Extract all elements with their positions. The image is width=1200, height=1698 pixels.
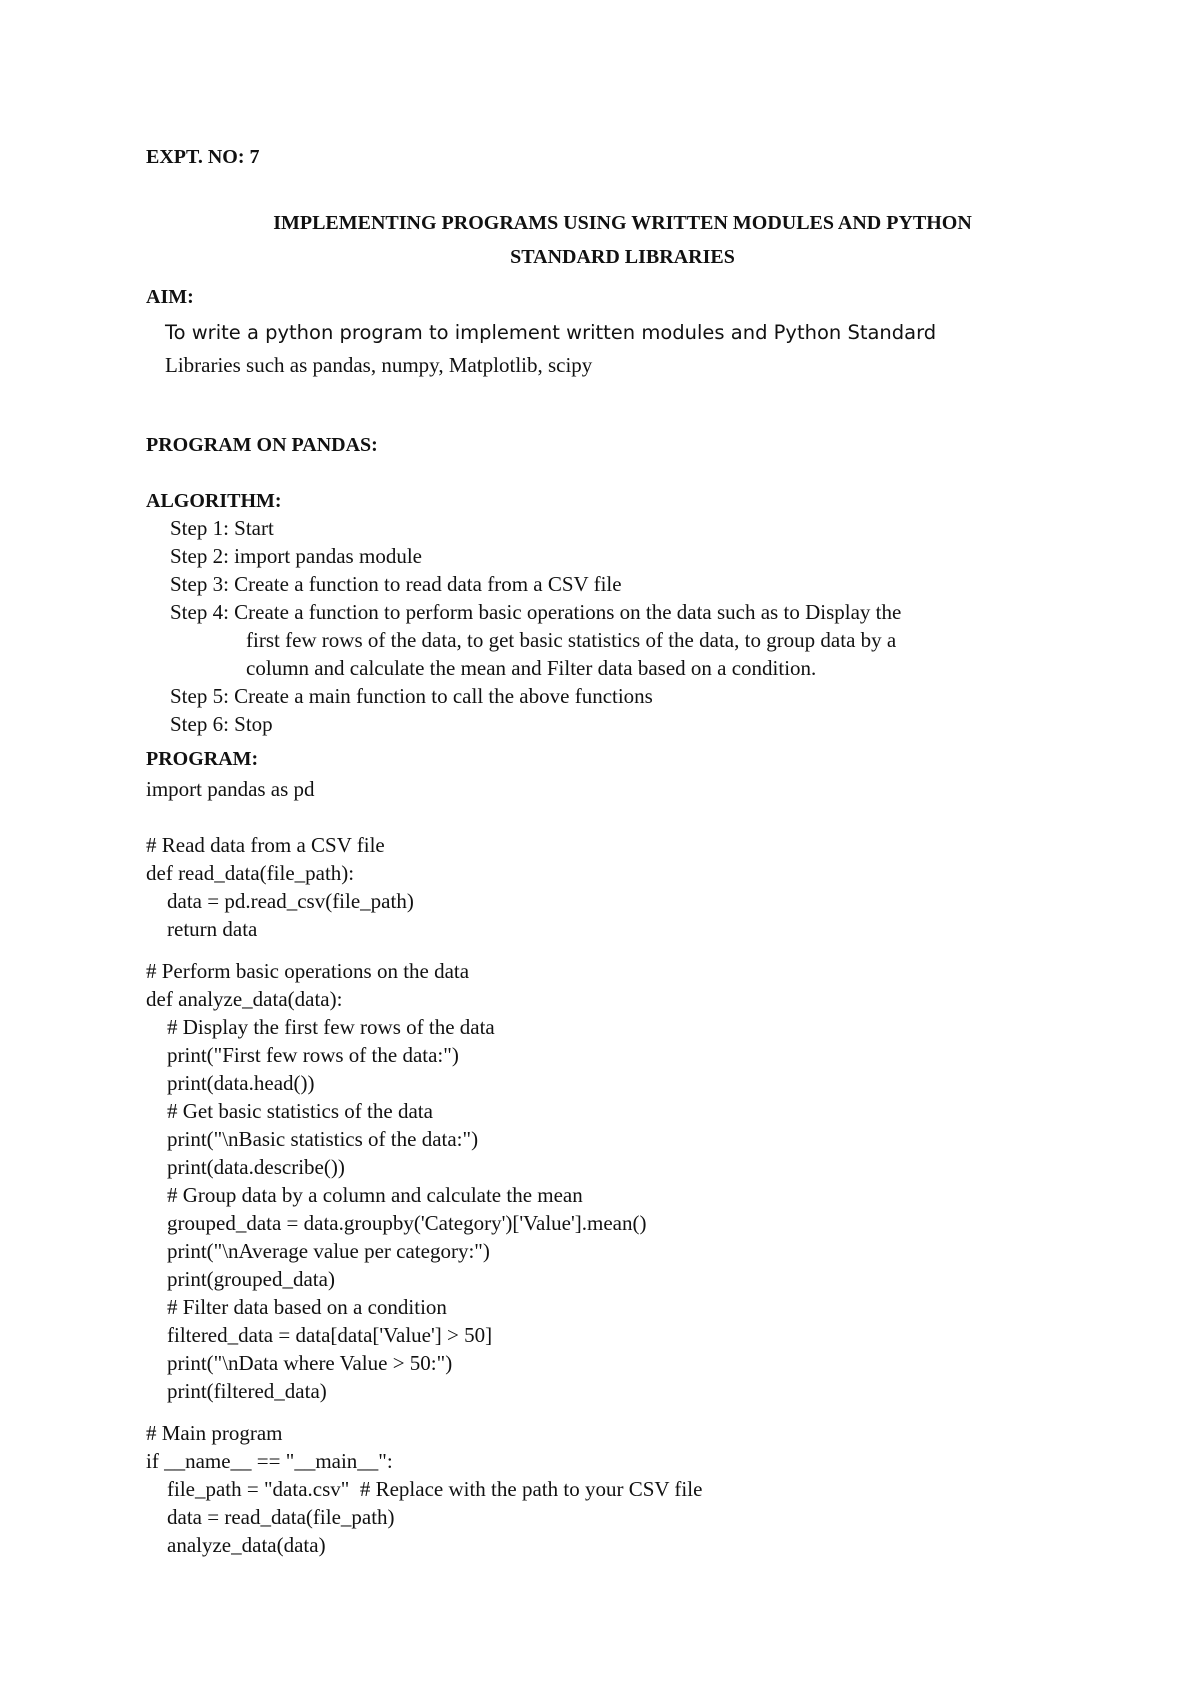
code-line: # Perform basic operations on the data <box>146 959 470 983</box>
aim-text-line-2: Libraries such as pandas, numpy, Matplotlib, scipy <box>165 353 593 377</box>
code-line: print(data.describe()) <box>146 1155 345 1179</box>
algorithm-step: Step 5: Create a main function to call the above functions <box>170 684 653 708</box>
algorithm-step-continuation: first few rows of the data, to get basic statistics of the data, to group data by a <box>246 628 897 652</box>
code-line: # Group data by a column and calculate the mean <box>146 1183 583 1207</box>
aim-text-line-1: To write a python program to implement written modules and Python Standard <box>165 321 937 344</box>
document-title-line-1: IMPLEMENTING PROGRAMS USING WRITTEN MODULES AND PYTHON <box>273 212 972 234</box>
code-line: data = read_data(file_path) <box>146 1505 395 1529</box>
algorithm-step-continuation: column and calculate the mean and Filter data based on a condition. <box>246 656 817 680</box>
code-line: def read_data(file_path): <box>146 861 355 885</box>
algorithm-step: Step 6: Stop <box>170 712 273 736</box>
experiment-number: EXPT. NO: 7 <box>146 146 260 168</box>
code-line: print(data.head()) <box>146 1071 315 1095</box>
code-line: def analyze_data(data): <box>146 987 343 1011</box>
code-line: data = pd.read_csv(file_path) <box>146 889 414 913</box>
code-line: # Display the first few rows of the data <box>146 1015 495 1039</box>
code-line: filtered_data = data[data['Value'] > 50] <box>146 1323 493 1347</box>
algorithm-step: Step 4: Create a function to perform basic operations on the data such as to Display the <box>170 600 902 624</box>
algorithm-label: ALGORITHM: <box>146 490 282 512</box>
code-line: print(filtered_data) <box>146 1379 327 1403</box>
document-title-line-2: STANDARD LIBRARIES <box>510 246 735 268</box>
code-line: import pandas as pd <box>146 777 315 801</box>
code-line: # Filter data based on a condition <box>146 1295 447 1319</box>
aim-label: AIM: <box>146 286 194 308</box>
code-line: print("First few rows of the data:") <box>146 1043 459 1067</box>
program-heading: PROGRAM ON PANDAS: <box>146 434 378 456</box>
algorithm-step: Step 1: Start <box>170 516 274 540</box>
code-line: # Get basic statistics of the data <box>146 1099 433 1123</box>
program-label: PROGRAM: <box>146 748 259 770</box>
code-line: analyze_data(data) <box>146 1533 326 1557</box>
program-code <box>146 775 1146 1559</box>
code-line: return data <box>146 917 258 941</box>
code-line: print(grouped_data) <box>146 1267 335 1291</box>
code-line: file_path = "data.csv" # Replace with the path to your CSV file <box>146 1477 703 1501</box>
code-line: # Main program <box>146 1421 283 1445</box>
code-line: print("\nData where Value > 50:") <box>146 1351 453 1375</box>
algorithm-step: Step 2: import pandas module <box>170 544 422 568</box>
code-blank-line <box>146 1405 1146 1419</box>
code-blank-line <box>146 943 1146 957</box>
code-line: grouped_data = data.groupby('Category')['Value'].mean() <box>146 1211 647 1235</box>
code-line: # Read data from a CSV file <box>146 833 385 857</box>
code-line: if __name__ == "__main__": <box>146 1449 393 1473</box>
code-line: print("\nAverage value per category:") <box>146 1239 490 1263</box>
code-line: print("\nBasic statistics of the data:") <box>146 1127 479 1151</box>
code-blank-line <box>146 803 1146 831</box>
algorithm-step: Step 3: Create a function to read data from a CSV file <box>170 572 622 596</box>
